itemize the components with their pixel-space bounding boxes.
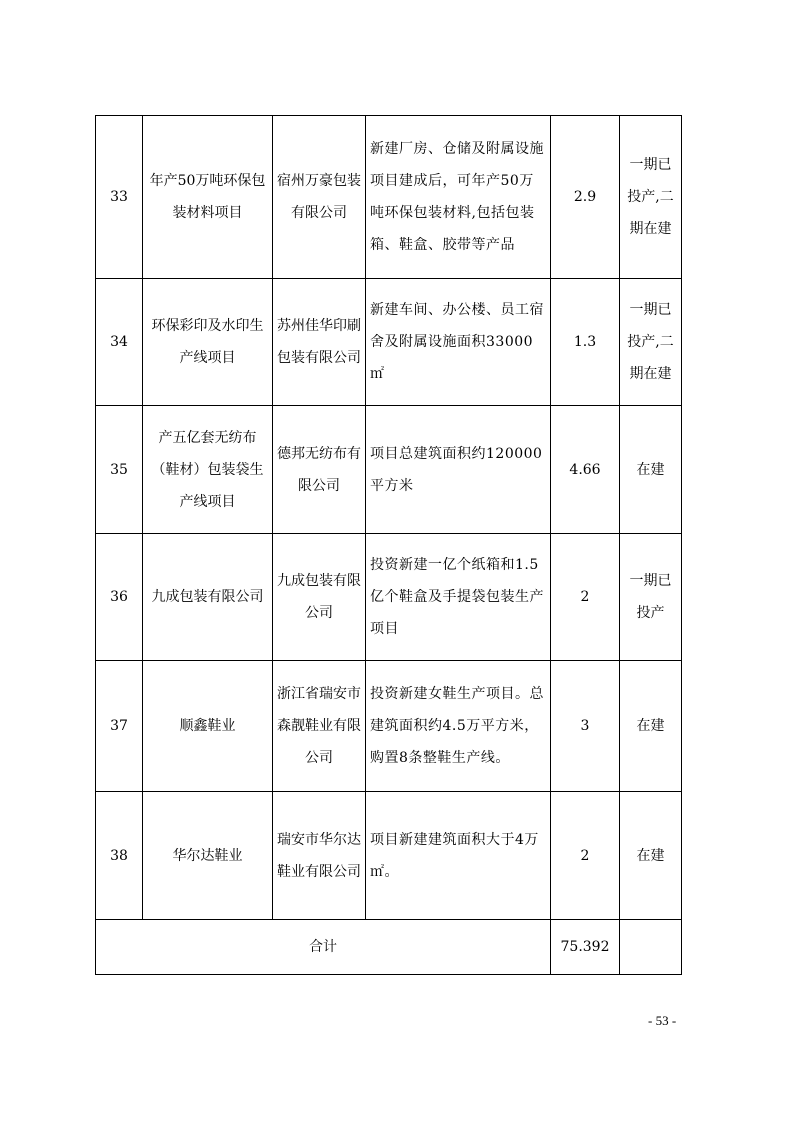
company-name: 瑞安市华尔达鞋业有限公司 bbox=[273, 792, 366, 920]
project-description: 新建车间、办公楼、员工宿舍及附属设施面积33000㎡ bbox=[366, 279, 551, 406]
table-row bbox=[96, 279, 682, 406]
table-row bbox=[96, 406, 682, 534]
company-name: 德邦无纺布有限公司 bbox=[273, 406, 366, 534]
total-empty-cell bbox=[620, 920, 682, 975]
project-name: 环保彩印及水印生产线项目 bbox=[143, 279, 273, 406]
project-status: 在建 bbox=[620, 406, 682, 534]
project-description: 新建厂房、仓储及附属设施项目建成后，可年产50万吨环保包装材料,包括包装箱、鞋盒、胶带等产品 bbox=[366, 116, 551, 279]
project-name: 产五亿套无纺布（鞋材）包装袋生产线项目 bbox=[143, 406, 273, 534]
project-name: 华尔达鞋业 bbox=[143, 792, 273, 920]
page-number: - 53 - bbox=[648, 1013, 677, 1028]
project-status: 一期已投产,二期在建 bbox=[620, 116, 682, 279]
table-row bbox=[96, 661, 682, 792]
row-number: 34 bbox=[96, 279, 143, 406]
table-row bbox=[96, 116, 682, 279]
table-row bbox=[96, 534, 682, 661]
row-number: 35 bbox=[96, 406, 143, 534]
total-value: 75.392 bbox=[551, 920, 620, 975]
project-status: 一期已投产,二期在建 bbox=[620, 279, 682, 406]
investment-amount: 4.66 bbox=[551, 406, 620, 534]
project-table bbox=[95, 115, 682, 975]
company-name: 浙江省瑞安市森靓鞋业有限公司 bbox=[273, 661, 366, 792]
project-name: 顺鑫鞋业 bbox=[143, 661, 273, 792]
company-name: 宿州万豪包装有限公司 bbox=[273, 116, 366, 279]
row-number: 33 bbox=[96, 116, 143, 279]
row-number: 38 bbox=[96, 792, 143, 920]
table-row bbox=[96, 792, 682, 920]
project-name: 九成包装有限公司 bbox=[143, 534, 273, 661]
investment-amount: 1.3 bbox=[551, 279, 620, 406]
project-description: 投资新建女鞋生产项目。总建筑面积约4.5万平方米，购置8条整鞋生产线。 bbox=[366, 661, 551, 792]
investment-amount: 2.9 bbox=[551, 116, 620, 279]
project-status: 在建 bbox=[620, 661, 682, 792]
row-number: 37 bbox=[96, 661, 143, 792]
project-description: 投资新建一亿个纸箱和1.5亿个鞋盒及手提袋包装生产项目 bbox=[366, 534, 551, 661]
company-name: 苏州佳华印刷包装有限公司 bbox=[273, 279, 366, 406]
project-description: 项目总建筑面积约120000平方米 bbox=[366, 406, 551, 534]
project-name: 年产50万吨环保包装材料项目 bbox=[143, 116, 273, 279]
company-name: 九成包装有限公司 bbox=[273, 534, 366, 661]
project-status: 一期已投产 bbox=[620, 534, 682, 661]
investment-amount: 2 bbox=[551, 792, 620, 920]
project-description: 项目新建建筑面积大于4万㎡。 bbox=[366, 792, 551, 920]
investment-amount: 3 bbox=[551, 661, 620, 792]
project-status: 在建 bbox=[620, 792, 682, 920]
row-number: 36 bbox=[96, 534, 143, 661]
investment-amount: 2 bbox=[551, 534, 620, 661]
total-row bbox=[96, 920, 682, 975]
total-label: 合计 bbox=[96, 920, 551, 975]
